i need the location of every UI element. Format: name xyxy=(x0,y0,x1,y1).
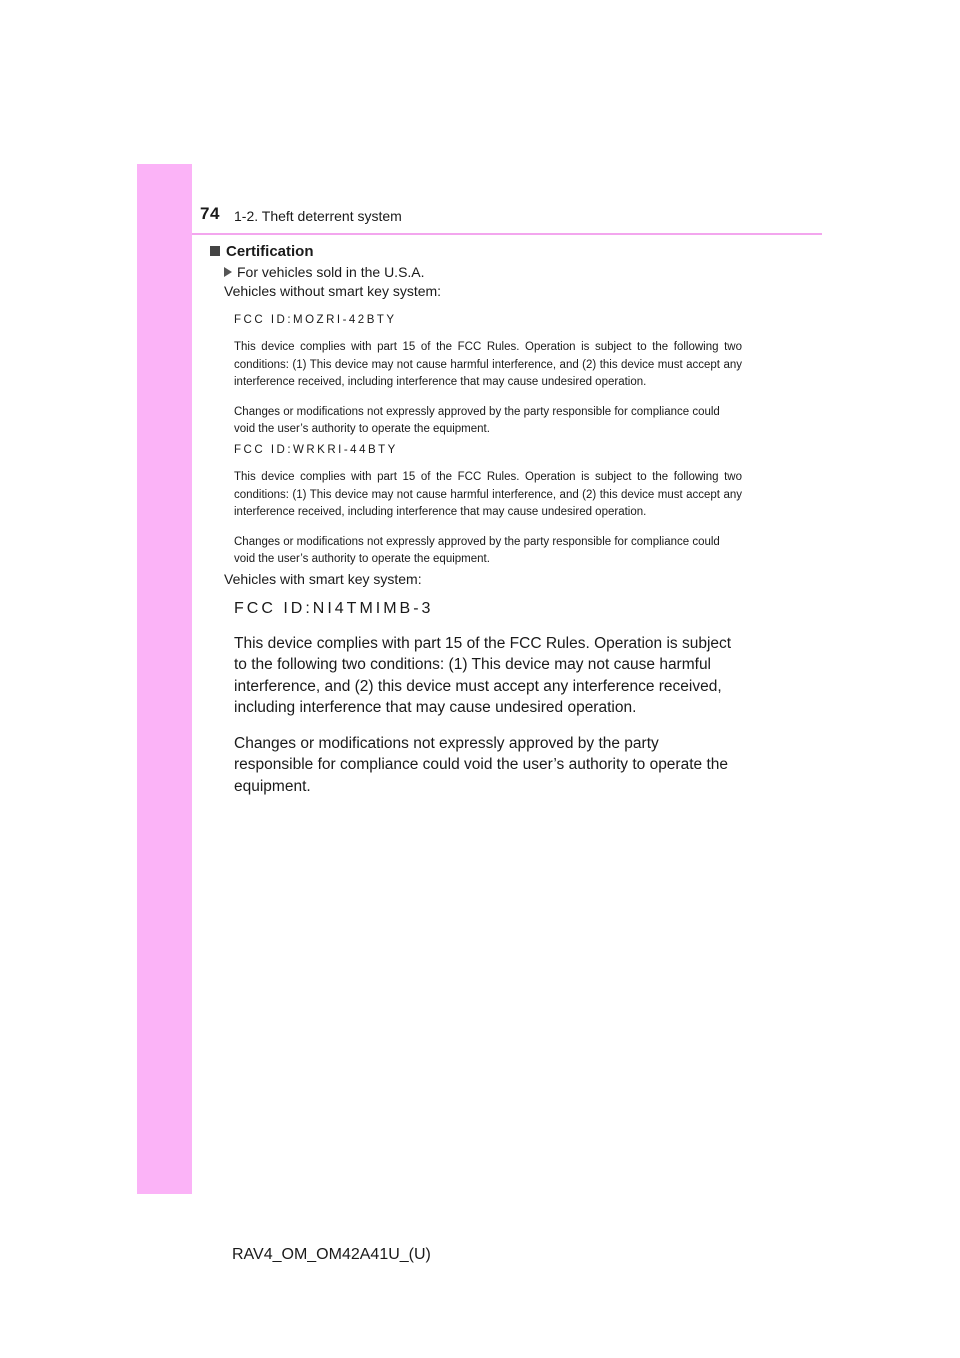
sold-in-usa-text: For vehicles sold in the U.S.A. xyxy=(237,264,425,280)
pink-sidebar-tab xyxy=(137,164,192,1194)
compliance-paragraph: This device complies with part 15 of the FCC Rules. Operation is subject to the following two conditions: (1) This device may not cause harmful interference, and (2) this device must accept any interference received, including interference that may cause undesired operation. xyxy=(234,635,732,716)
fcc-notice-ni4tmimb xyxy=(234,600,734,797)
compliance-paragraph: This device complies with part 15 of the FCC Rules. Operation is subject to the following two conditions: (1) This device may not cause harmful interference, and (2) this device must accept any interference received, including interference that may cause undesired operation. xyxy=(234,341,742,388)
certification-heading-text: Certification xyxy=(226,243,314,260)
document-code: RAV4_OM_OM42A41U_(U) xyxy=(232,1246,431,1263)
certification-heading xyxy=(210,243,314,260)
modifications-paragraph: Changes or modifications not expressly approved by the party responsible for compliance could void the user’s authority to operate the equipment. xyxy=(234,735,728,795)
fcc-id: FCC ID:MOZRI-42BTY xyxy=(234,314,397,326)
fcc-id: FCC ID:NI4TMIMB-3 xyxy=(234,600,434,617)
fcc-notice-wrkri xyxy=(234,444,742,569)
fcc-id: FCC ID:WRKRI-44BTY xyxy=(234,444,398,456)
modifications-paragraph: Changes or modifications not expressly approved by the party responsible for compliance could void the user’s authority to operate the equipment. xyxy=(234,405,720,435)
page-number: 74 xyxy=(200,204,220,223)
fcc-notice-mozri xyxy=(234,314,742,439)
square-bullet-icon xyxy=(210,246,220,256)
with-smart-key-label: Vehicles with smart key system: xyxy=(224,571,422,587)
without-smart-key-label: Vehicles without smart key system: xyxy=(224,283,442,299)
compliance-paragraph: This device complies with part 15 of the FCC Rules. Operation is subject to the following two conditions: (1) This device may not cause harmful interference, and (2) this device must accept any interference received, including interference that may cause undesired operation. xyxy=(234,471,742,518)
triangle-bullet-icon xyxy=(224,267,232,277)
header-divider xyxy=(192,233,822,235)
section-title: 1-2. Theft deterrent system xyxy=(234,208,402,224)
modifications-paragraph: Changes or modifications not expressly approved by the party responsible for compliance could void the user’s authority to operate the equipment. xyxy=(234,535,720,565)
sold-in-usa-line xyxy=(224,264,425,280)
